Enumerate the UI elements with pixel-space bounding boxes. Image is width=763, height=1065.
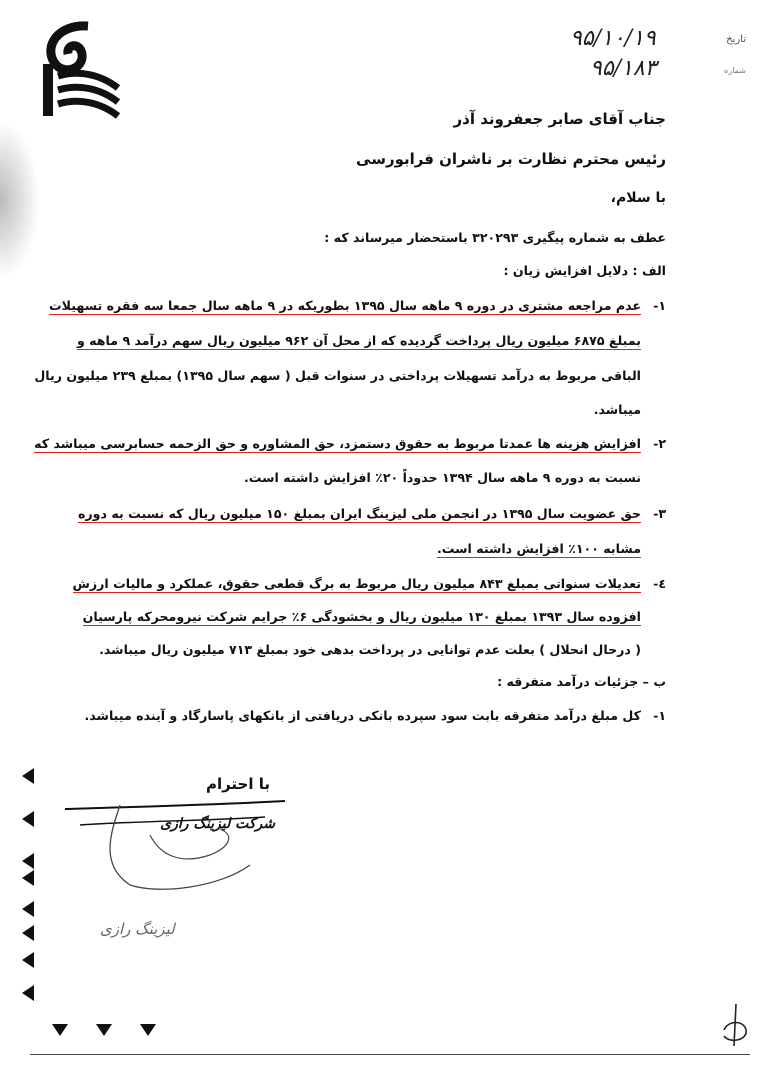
- item-3-line-2: [437, 541, 641, 556]
- item-2-line-2: نسبت به دوره ۹ ماهه سال ۱۳۹۴ حدوداً ۲۰٪ افزایش داشته است.: [243, 470, 641, 485]
- item-4-line-2: [83, 609, 641, 624]
- greeting: با سلام،: [610, 190, 666, 206]
- logo-icon: [18, 18, 128, 128]
- margin-arrow-down-2: [96, 1024, 112, 1036]
- number-value: ۹۵/۱۸۳: [590, 56, 657, 81]
- company-stamp-text: لیزینگ رازی: [100, 920, 175, 938]
- item-3-number: ۳-: [653, 506, 666, 521]
- item-4-line-3: ( درحال انحلال ) بعلت عدم توانایی در پرداخت بدهی خود بمبلغ ۷۱۳ میلیون ریال میباشد.: [99, 642, 641, 657]
- margin-arrow-left-8: [22, 985, 34, 1001]
- item-4-line-2-text: افزوده سال ۱۳۹۳ بمبلغ ۱۳۰ میلیون ریال و بخشودگی ۶٪ جرایم شرکت نیرومحرکه پارسیان: [82, 609, 641, 624]
- number-row: [560, 56, 750, 80]
- closing-respect: با احترام: [205, 775, 270, 793]
- recipient-line2: رئیس محترم نظارت بر ناشران فرابورسی: [356, 150, 666, 168]
- recipient-line1: جناب آقای صابر جعفروند آذر: [453, 110, 666, 128]
- margin-arrow-left-5: [22, 901, 34, 917]
- date-value: ۹۵/۱۰/۱۹: [570, 26, 656, 51]
- item-1-line-3: الباقی مربوط به درآمد تسهیلات پرداختی در سنوات قبل ( سهم سال ۱۳۹۵) بمبلغ ۲۳۹ میلیون ریال: [34, 368, 641, 383]
- scan-bottom-line: [30, 1054, 750, 1055]
- item-3-line-1: [78, 506, 641, 521]
- item-1-line-2-text: بمبلغ ۶۸۷۵ میلیون ریال پرداخت گردیده که از محل آن ۹۶۲ میلیون ریال سهم درآمد ۹ ماهه و: [76, 333, 641, 348]
- item-4-line-1: [73, 576, 642, 591]
- section-b-item-1-text: کل مبلغ درآمد متفرقه بابت سود سپرده بانکی دریافتی از بانکهای پاسارگاد و آینده میباشد.: [84, 708, 641, 723]
- initials-mark: [718, 1000, 752, 1050]
- item-3-line-1-text: حق عضویت سال ۱۳۹۵ در انجمن ملی لیزینگ ایران بمبلغ ۱۵۰ میلیون ریال که نسبت به دوره: [78, 506, 641, 521]
- section-b-title: ب – جزئیات درآمد متفرقه :: [497, 674, 666, 689]
- item-3-line-2-text: مشابه ۱۰۰٪ افزایش داشته است.: [436, 541, 641, 556]
- item-1-line-1-text: عدم مراجعه مشتری در دوره ۹ ماهه سال ۱۳۹۵ بطوریکه در ۹ ماهه سال جمعا سه فقره تسهیلات: [49, 298, 641, 313]
- signature-mark: [60, 795, 300, 905]
- item-2-number: ۲-: [653, 436, 666, 451]
- section-b-item-1-number: ۱-: [653, 708, 666, 723]
- company-logo: [18, 18, 128, 128]
- signature-company: شرکت لیزینگ رازی: [160, 816, 275, 832]
- margin-arrow-left-4: [22, 870, 34, 886]
- item-4-number: ٤-: [653, 576, 666, 591]
- date-label: تاریخ: [726, 34, 746, 45]
- margin-arrow-left-7: [22, 952, 34, 968]
- item-1-number: ۱-: [653, 298, 666, 313]
- scan-smudge: [0, 120, 40, 280]
- margin-arrow-left-1: [22, 768, 34, 784]
- number-label: شماره: [724, 66, 746, 75]
- margin-arrow-down-3: [140, 1024, 156, 1036]
- margin-arrow-left-2: [22, 811, 34, 827]
- item-2-line-1: [34, 436, 641, 451]
- margin-arrow-left-6: [22, 925, 34, 941]
- intro-text: عطف به شماره پیگیری ۳۲۰۲۹۳ باستحضار میرساند که :: [324, 230, 666, 245]
- margin-arrow-left-3: [22, 853, 34, 869]
- item-4-line-1-text: تعدیلات سنواتی بمبلغ ۸۴۳ میلیون ریال مربوط به برگ قطعی حقوق، عملکرد و مالیات ارزش: [72, 576, 641, 591]
- date-row: [560, 26, 750, 50]
- margin-arrow-down-1: [52, 1024, 68, 1036]
- item-2-line-1-text: افزایش هزینه ها عمدتا مربوط به حقوق دستمزد، حق المشاوره و حق الزحمه حسابرسی میباشد که: [34, 436, 641, 451]
- item-1-line-2: [76, 333, 641, 348]
- item-1-line-1: [49, 298, 641, 313]
- section-a-title: الف : دلایل افزایش زیان :: [503, 263, 666, 278]
- item-1-line-4: میباشد.: [593, 402, 641, 417]
